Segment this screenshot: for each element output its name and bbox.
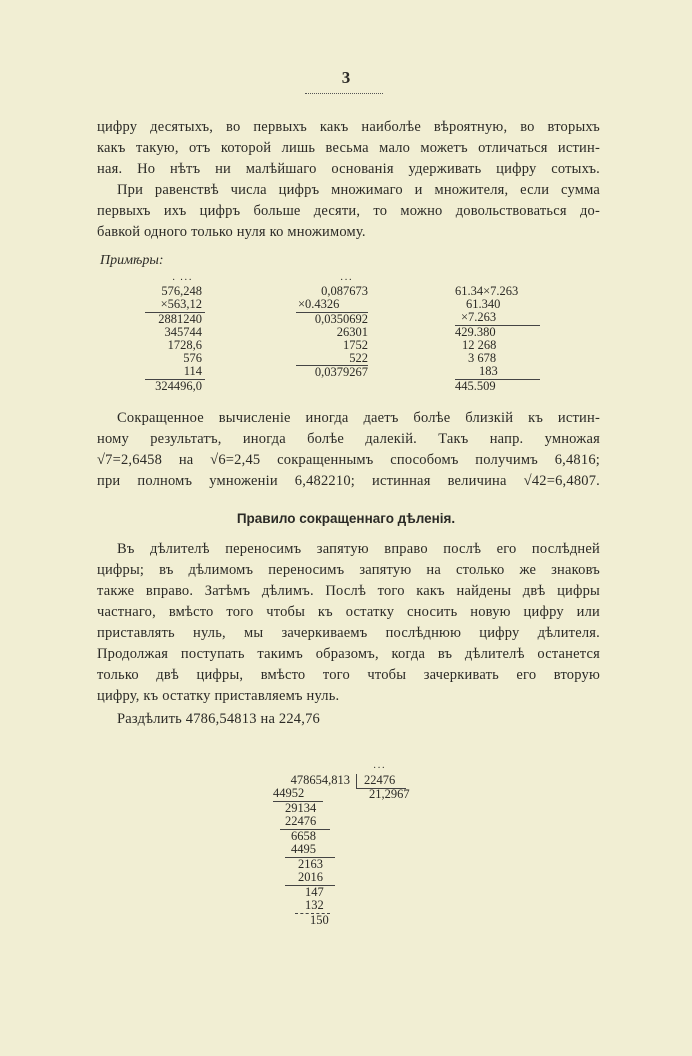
partial: 12 268 (462, 338, 497, 352)
step: 2163 (298, 857, 323, 871)
dots-mark: ··· (373, 763, 386, 774)
quotient: 21,2967 (369, 787, 410, 801)
text-line: цифру, къ остатку приставляемъ нуль. (97, 688, 340, 704)
product: 445.509 (455, 379, 496, 393)
text-line: ная. Но нѣтъ ни малѣйшаго основанія удерживать цифру сотыхъ. (97, 161, 600, 177)
text-line: √7=2,6458 на √6=2,45 сокращеннымъ способомъ получимъ 6,4816; (97, 452, 600, 468)
multiplicand: 576,248 (161, 284, 202, 298)
text-line: бавкой одного только нуля ко множимому. (97, 224, 366, 240)
product: 324496,0 (155, 379, 202, 393)
partial: 1752 (343, 338, 368, 352)
step: 147 (305, 885, 324, 899)
text-line: цифру десятыхъ, во первыхъ какъ наиболѣе вѣроятную, во вторыхъ (97, 119, 600, 135)
multiplicand: 0,087673 (321, 284, 368, 298)
partial: 522 (349, 351, 368, 365)
division-bar (356, 774, 357, 788)
step: 6658 (291, 829, 316, 843)
step: 22476 (285, 814, 317, 828)
step: 29134 (285, 801, 317, 815)
text-line: Въ дѣлителѣ переносимъ запятую вправо послѣ его послѣдней (117, 541, 600, 557)
text-line: При равенствѣ числа цифръ множимаго и множителя, если сумма (117, 182, 600, 198)
dividend: 478654,813 (290, 773, 350, 787)
text-line: также вправо. Затѣмъ дѣлимъ. Послѣ того какъ найдены двѣ цифры (97, 583, 600, 599)
partial: 26301 (336, 325, 368, 339)
division-task: Раздѣлить 4786,54813 на 224,76 (117, 711, 320, 727)
divisor: 22476 (364, 773, 396, 787)
text-line: только двѣ цифры, вмѣсто того чтобы зачеркивать его вторую (97, 667, 600, 683)
text-line: ному результатъ, иногда болѣе далекій. Такъ напр. умножая (97, 431, 600, 447)
partial: 3 678 (468, 351, 497, 365)
partial: 2881240 (158, 312, 202, 326)
text-line: приставлять нуль, мы зачеркиваемъ послѣднюю цифру дѣлителя. (97, 625, 600, 641)
partial: 576 (183, 351, 202, 365)
text-line: цифры; въ дѣлимомъ переносимъ запятую на столько же знаковъ (97, 562, 600, 578)
multiplier: ×7.263 (461, 310, 497, 324)
step: 4495 (291, 842, 316, 856)
text-line: Продолжая поступать такимъ образомъ, когда въ дѣлителѣ останется (97, 646, 600, 662)
partial: 429.380 (455, 325, 496, 339)
examples-label: Примѣры: (100, 253, 164, 268)
expression: 61.34×7.263 (455, 284, 519, 298)
page-number-rule (305, 93, 383, 94)
page-number: 3 (341, 68, 351, 87)
text-line: при полномъ умноженіи 6,482210; истинная величина √42=6,4807. (97, 473, 600, 489)
text-line: частнаго, вмѣсто того чтобы къ остатку сносить новую цифру или (97, 604, 600, 620)
partial: 345744 (164, 325, 202, 339)
step: 44952 (273, 786, 305, 800)
text-line: какъ такую, отъ которой лишь весьма мало можетъ отличаться истин- (97, 140, 600, 156)
dots-mark: ··· (340, 275, 353, 286)
partial: 114 (183, 364, 202, 378)
partial: 1728,6 (167, 338, 202, 352)
text-line: первыхъ ихъ цифръ больше десяти, то можно довольствоваться до- (97, 203, 600, 219)
step: 150 (310, 913, 329, 927)
multiplier: ×0.4326 (298, 297, 340, 311)
partial: 183 (479, 364, 498, 378)
partial: 0,0350692 (314, 312, 368, 326)
multiplicand: 61.340 (466, 297, 501, 311)
text-line: Сокращенное вычисленіе иногда даетъ болѣе близкій къ истин- (117, 410, 600, 426)
dots-mark: · ··· (172, 275, 193, 286)
step: 2016 (298, 870, 323, 884)
step: 132 (305, 898, 324, 912)
product: 0,0379267 (314, 365, 368, 379)
section-heading: Правило сокращеннаго дѣленія. (236, 511, 456, 526)
multiplier: ×563,12 (160, 297, 202, 311)
